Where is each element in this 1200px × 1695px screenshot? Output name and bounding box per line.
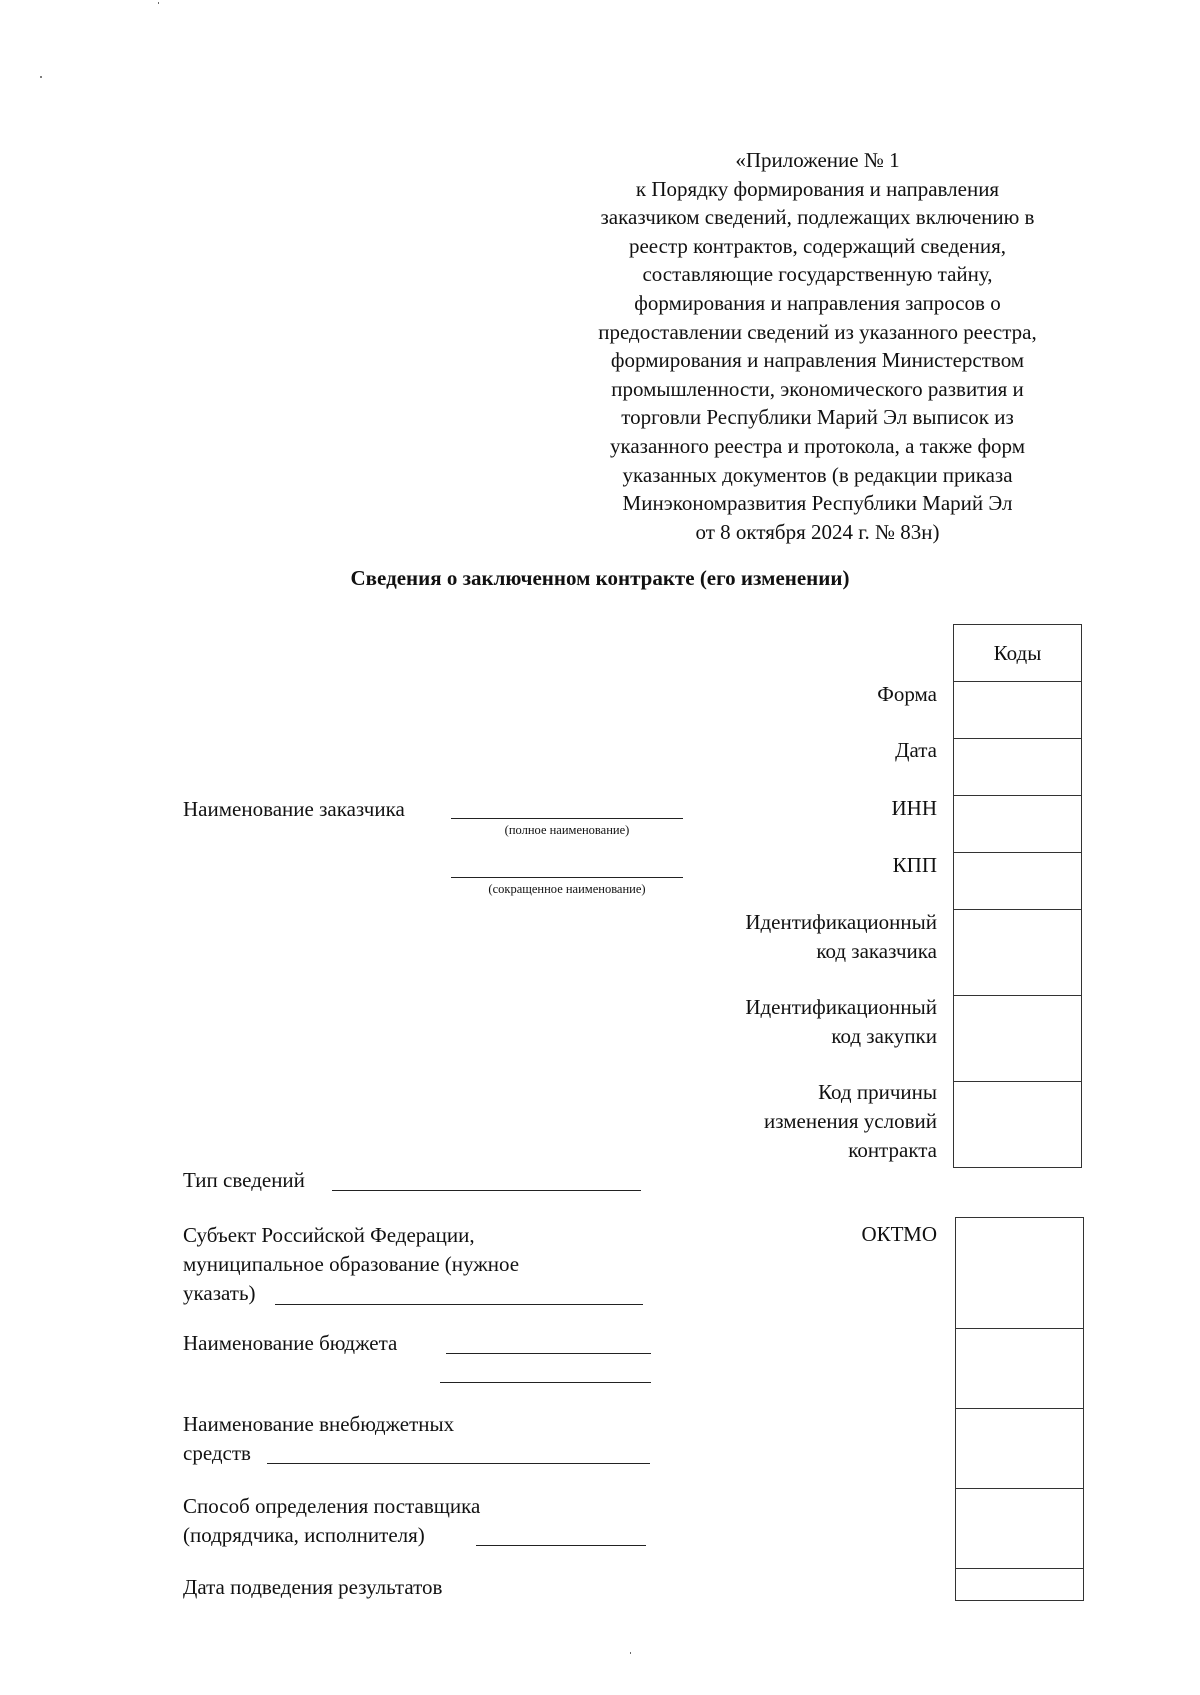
label-customer-id-1: Идентификационный — [745, 910, 937, 934]
appendix-line: формирования и направления запросов о — [634, 290, 1001, 315]
appendix-line: от 8 октября 2024 г. № 83н) — [695, 519, 940, 544]
label-extrabudget-1: Наименование внебюджетных — [183, 1412, 455, 1436]
supplier-method-line[interactable] — [476, 1545, 646, 1546]
appendix-line: «Приложение № 1 — [735, 148, 900, 172]
scan-speck — [158, 2, 159, 4]
appendix-line: указанных документов (в редакции приказа — [622, 462, 1013, 487]
appendix-line: формирования и направления Министерством — [610, 348, 1025, 373]
appendix-line: промышленности, экономического развития и — [611, 376, 1024, 401]
label-subject-2: муниципальное образование (нужное — [183, 1252, 520, 1276]
scan-speck — [40, 76, 42, 78]
code-cell-change-reason[interactable] — [954, 1081, 1081, 1166]
label-extrabudget-2: средств — [183, 1441, 251, 1465]
label-info-type: Тип сведений — [183, 1168, 305, 1192]
code-cell-date[interactable] — [954, 738, 1081, 795]
subject-line[interactable] — [275, 1304, 643, 1305]
oktmo-table — [955, 1217, 1084, 1601]
codes-table — [953, 624, 1082, 1168]
codes-header: Коды — [993, 640, 1042, 665]
label-change-reason-3: контракта — [848, 1138, 937, 1162]
code-cell-forma[interactable] — [954, 681, 1081, 738]
budget-name-line-1[interactable] — [446, 1353, 651, 1354]
label-change-reason-1: Код причины — [818, 1080, 937, 1104]
appendix-line: указанного реестра и протокола, а также форм — [609, 433, 1026, 458]
code-cell-supplier-method[interactable] — [956, 1488, 1083, 1568]
appendix-line: реестр контрактов, содержащий сведения, — [628, 233, 1007, 258]
label-budget-name: Наименование бюджета — [183, 1331, 398, 1355]
caption-full-name: (полное наименование) — [504, 823, 630, 837]
appendix-line: Минэкономразвития Республики Марий Эл — [622, 491, 1013, 516]
label-purchase-id-2: код закупки — [831, 1024, 937, 1048]
appendix-header — [550, 146, 1085, 546]
label-date: Дата — [895, 738, 937, 762]
label-customer-id-2: код заказчика — [816, 939, 937, 963]
code-cell-customer-id[interactable] — [954, 909, 1081, 995]
label-forma: Форма — [877, 682, 937, 706]
label-subject-3: указать) — [183, 1281, 256, 1305]
label-oktmo: ОКТМО — [861, 1222, 937, 1246]
label-supplier-method-2: (подрядчика, исполнителя) — [183, 1523, 425, 1547]
code-cell-extrabudget[interactable] — [956, 1408, 1083, 1488]
code-cell-oktmo[interactable] — [956, 1218, 1083, 1328]
form-title: Сведения о заключенном контракте (его изменении) — [350, 566, 850, 590]
label-kpp: КПП — [892, 853, 937, 877]
label-purchase-id-1: Идентификационный — [745, 995, 937, 1019]
appendix-line: торговли Республики Марий Эл выписок из — [621, 405, 1014, 430]
label-customer-name: Наименование заказчика — [183, 797, 405, 821]
code-cell-results-date[interactable] — [956, 1568, 1083, 1599]
label-supplier-method-1: Способ определения поставщика — [183, 1494, 481, 1518]
customer-full-name-line[interactable] — [451, 818, 683, 819]
code-cell-kpp[interactable] — [954, 852, 1081, 909]
scan-speck — [630, 1652, 631, 1654]
code-cell-budget[interactable] — [956, 1328, 1083, 1408]
label-results-date: Дата подведения результатов — [183, 1575, 443, 1599]
label-inn: ИНН — [891, 796, 937, 820]
code-cell-purchase-id[interactable] — [954, 995, 1081, 1081]
info-type-line[interactable] — [332, 1190, 641, 1191]
appendix-line: составляющие государственную тайну, — [642, 262, 993, 287]
extrabudget-line[interactable] — [267, 1463, 650, 1464]
label-change-reason-2: изменения условий — [764, 1109, 937, 1133]
customer-short-name-line[interactable] — [451, 877, 683, 878]
appendix-line: к Порядку формирования и направления — [635, 176, 1000, 201]
appendix-line: заказчиком сведений, подлежащих включению в — [600, 205, 1035, 230]
appendix-line: предоставлении сведений из указанного реестра, — [598, 319, 1037, 344]
caption-short-name: (сокращенное наименование) — [488, 882, 646, 896]
code-cell-inn[interactable] — [954, 795, 1081, 852]
budget-name-line-2[interactable] — [440, 1382, 651, 1383]
label-subject-1: Субъект Российской Федерации, — [183, 1223, 475, 1247]
